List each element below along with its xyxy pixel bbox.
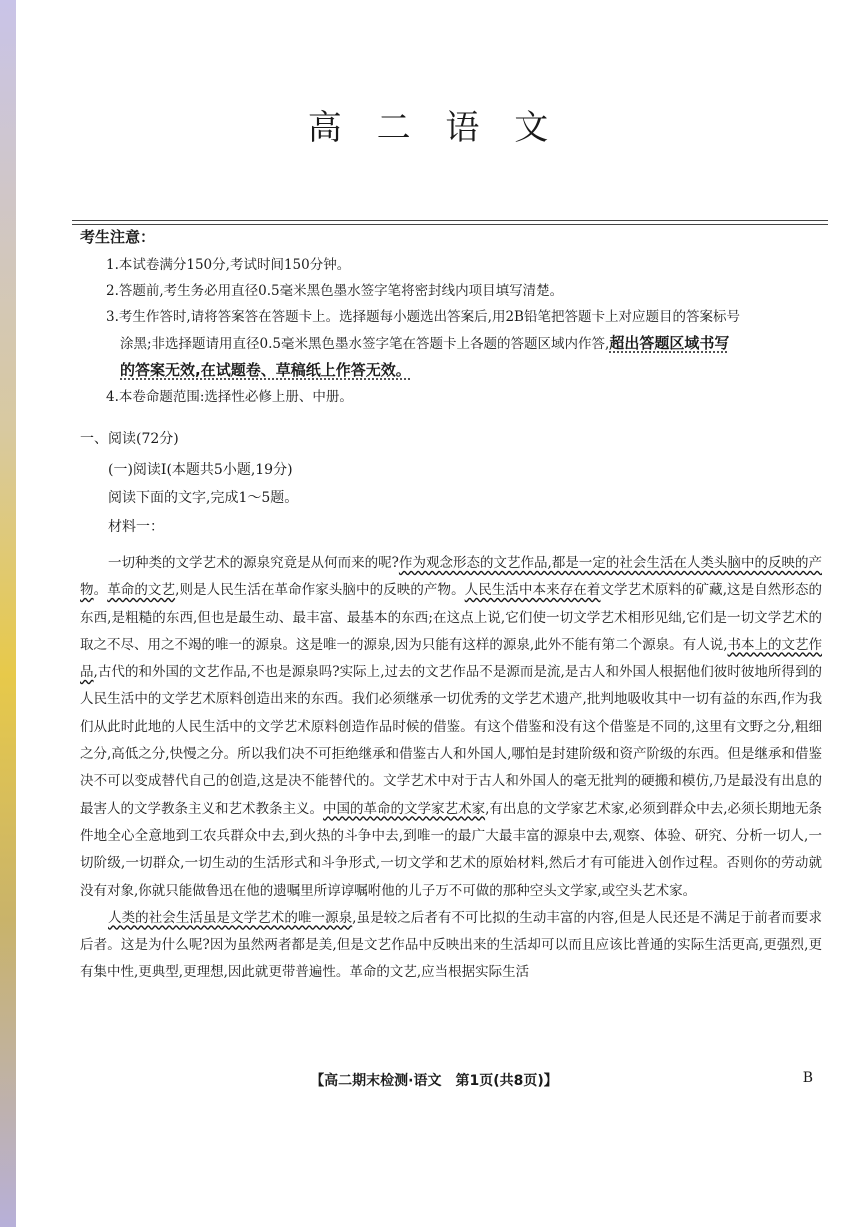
paper-version: B xyxy=(802,1070,813,1086)
underlined-phrase: 作为观念形态的文艺作品,都是一定的社会生活在人类头脑中的反映的产物 xyxy=(80,555,822,599)
divider-bottom xyxy=(72,224,828,225)
notice-heading: 考生注意： xyxy=(80,228,156,246)
underlined-phrase: 书本上的文艺作品 xyxy=(80,636,822,681)
reading-instruction: 阅读下面的文字,完成1～5题。 xyxy=(108,490,299,506)
reading-passage xyxy=(80,550,822,987)
underlined-phrase: 中国的革命的文学家艺术家 xyxy=(323,800,486,817)
underlined-phrase: 革命的文艺 xyxy=(107,582,176,599)
notice-emphasis-1: 超出答题区域书写 xyxy=(609,334,730,352)
notice-item-2: 2.答题前,考生务必用直径0.5毫米黑色墨水签字笔将密封线内项目填写清楚。 xyxy=(106,283,564,299)
notice-item-3-cont: 涂黑;非选择题请用直径0.5毫米黑色墨水签字笔在答题卡上各题的答题区域内作答,超出答题区域书写 xyxy=(120,334,730,352)
page-footer xyxy=(0,1070,868,1090)
notice-item-1: 1.本试卷满分150分,考试时间150分钟。 xyxy=(106,257,351,273)
notice-item-3: 3.考生作答时,请将答案答在答题卡上。选择题每小题选出答案后,用2B铅笔把答题卡上对应题目的答案标号 xyxy=(106,309,740,325)
passage-paragraph-2: 人类的社会生活虽是文学艺术的唯一源泉,虽是较之后者有不可比拟的生动丰富的内容,但是人民还是不满足于前者而要求后者。这是为什么呢?因为虽然两者都是美,但是文艺作品中反映出来的生活却可以而且应该比普通的实际生活更高,更强烈,更有集中性,更典型,更理想,因此就更带普遍性。革命的文艺,应当根据实际生活 xyxy=(80,909,822,981)
section-heading: 一、阅读(72分) xyxy=(80,431,179,447)
material-label: 材料一： xyxy=(108,519,164,535)
notice-item-3-end xyxy=(106,357,828,384)
sub-section-heading: (一)阅读Ⅰ(本题共5小题,19分) xyxy=(108,462,293,478)
divider-top xyxy=(72,220,828,221)
notice-item-4: 4.本卷命题范围:选择性必修上册、中册。 xyxy=(106,389,353,405)
underlined-phrase: 人类的社会生活虽是文学艺术的唯一源泉 xyxy=(108,909,353,926)
footer-text: 【高二期末检测·语文 第1页(共8页)】 xyxy=(310,1073,558,1089)
notice-emphasis-2: 的答案无效,在试题卷、草稿纸上作答无效。 xyxy=(120,361,411,379)
page-title: 高 二 语 文 xyxy=(307,108,561,148)
notice-list xyxy=(106,252,828,410)
underlined-phrase: 人民生活中本来存在着 xyxy=(464,582,601,599)
passage-paragraph-1: 一切种类的文学艺术的源泉究竟是从何而来的呢?作为观念形态的文艺作品,都是一定的社会生活在人类头脑中的反映的产物。革命的文艺,则是人民生活在革命作家头脑中的反映的产物。人民生活中本来存在着文学艺术原料的矿藏,这是自然形态的东西,是粗糙的东西,但也是最生动、最丰富、最基本的东西;在这点上说,它们使一切文学艺术相形见绌,它们是一切文学艺术的取之不尽、用之不竭的唯一的源泉。这是唯一的源泉,因为只能有这样的源泉,此外不能有第二个源泉。有人说,书本上的文艺作品,古代的和外国的文艺作品,不也是源泉吗?实际上,过去的文艺作品不是源而是流,是古人和外国人根据他们彼时彼地所得到的人民生活中的文学艺术原料创造出来的东西。我们必须继承一切优秀的文学艺术遗产,批判地吸收其中一切有益的东西,作为我们从此时此地的人民生活中的文学艺术原料创造作品时候的借鉴。有这个借鉴和没有这个借鉴是不同的,这里有文野之分,粗细之分,高低之分,快慢之分。所以我们决不可拒绝继承和借鉴古人和外国人,哪怕是封建阶级和资产阶级的东西。但是继承和借鉴决不可以变成替代自己的创造,这是决不能替代的。文学艺术中对于古人和外国人的毫无批判的硬搬和模仿,乃是最没有出息的最害人的文学教条主义和艺术教条主义。中国的革命的文学家艺术家,有出息的文学家艺术家,必须到群众中去,必须长期地无条件地全心全意地到工农兵群众中去,到火热的斗争中去,到唯一的最广大最丰富的源泉中去,观察、体验、研究、分析一切人,一切阶级,一切群众,一切生动的生活形式和斗争形式,一切文学和艺术的原始材料,然后才有可能进入创作过程。否则你的劳动就没有对象,你就只能做鲁迅在他的遗嘱里所谆谆嘱咐他的儿子万不可做的那种空头文学家,或空头艺术家。 xyxy=(80,555,823,899)
